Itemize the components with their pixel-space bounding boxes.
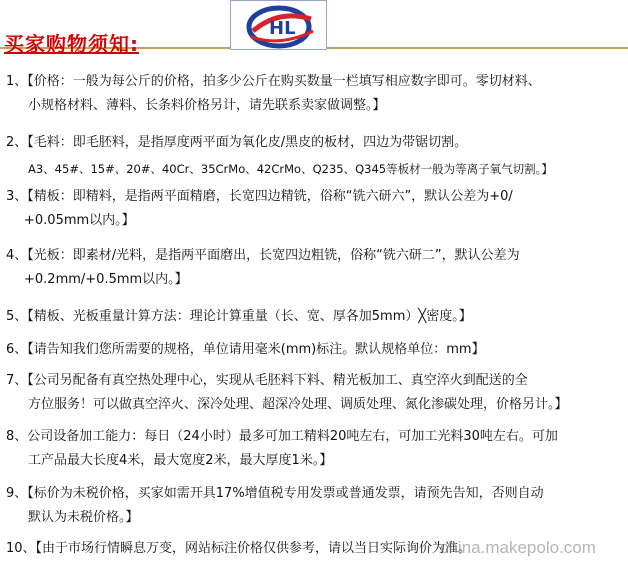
item-number: 10、 [6, 541, 36, 556]
item-number: 7、 [6, 373, 28, 388]
list-item [6, 482, 624, 530]
item-number: 1、 [6, 74, 28, 89]
watermark: china.makepolo.com [440, 538, 596, 557]
company-logo [230, 0, 327, 50]
item-number: 2、 [6, 135, 28, 150]
item-text: 默认为未税价格。】 [28, 510, 139, 525]
item-text: 【标价为未税价格，买家如需开具17%增值税专用发票或普通发票，请预先告知，否则自动 [27, 486, 544, 501]
item-text: 【精板：即精料，是指两平面精磨，长宽四边精铣，俗称“铣六研六”，默认公差为+0/ [27, 189, 513, 204]
list-item [6, 338, 624, 362]
list-item [6, 131, 624, 183]
item-text: 【精板、光板重量计算方法：理论计算重量（长、宽、厚各加5mm）╳密度。】 [27, 309, 472, 324]
item-text: 【毛料：即毛胚料，是指厚度两平面为氧化皮/黑皮的板材，四边为带锯切割。 [27, 135, 468, 150]
item-text: 工产品最大长度4米，最大宽度2米，最大厚度1米。】 [28, 453, 333, 468]
item-text: A3、45#、15#、20#、40Cr、35CrMo、42CrMo、Q235、Q345等板材一般为等离子氧气切割。】 [28, 162, 553, 176]
list-item [6, 185, 624, 233]
item-text: +0.2mm/+0.5mm以内。】 [24, 272, 188, 287]
list-item [6, 425, 624, 473]
item-number: 9、 [6, 486, 28, 501]
page-title: 买家购物须知: [4, 32, 139, 56]
item-number: 8、 [6, 429, 28, 444]
item-text: 方位服务！可以做真空淬火、深冷处理、超深冷处理、调质处理、氮化渗碳处理，价格另计。】 [28, 397, 568, 412]
item-number: 6、 [6, 342, 28, 357]
item-number: 4、 [6, 248, 28, 263]
list-item [6, 369, 624, 417]
item-text: 【价格：一般为每公斤的价格，拍多少公斤在购买数量一栏填写相应数字即可。零切材料、 [27, 74, 541, 89]
list-item [6, 305, 624, 329]
list-item [6, 244, 624, 292]
logo-text: HL [269, 18, 296, 39]
item-text: 【请告知我们您所需要的规格，单位请用毫米(mm)标注。默认规格单位：mm】 [27, 342, 485, 357]
logo-icon [231, 1, 328, 51]
item-number: 5、 [6, 309, 28, 324]
item-text: 【由于市场行情瞬息万变，网站标注价格仅供参考，请以当日实际询价为准。 [35, 541, 472, 556]
list-item [6, 70, 624, 118]
item-text: 小规格材料、薄料、长条料价格另计，请先联系卖家做调整。】 [28, 98, 386, 113]
item-number: 3、 [6, 189, 28, 204]
item-text: 【光板：即素材/光料，是指两平面磨出，长宽四边粗铣，俗称“铣六研二”，默认公差为 [27, 248, 520, 263]
item-text: 【公司另配备有真空热处理中心，实现从毛胚料下料、精光板加工、真空淬火到配送的全 [27, 373, 528, 388]
item-text: 公司设备加工能力：每日（24小时）最多可加工精料20吨左右，可加工光料30吨左右。可加 [27, 429, 558, 444]
item-text: +0.05mm以内。】 [24, 213, 135, 228]
